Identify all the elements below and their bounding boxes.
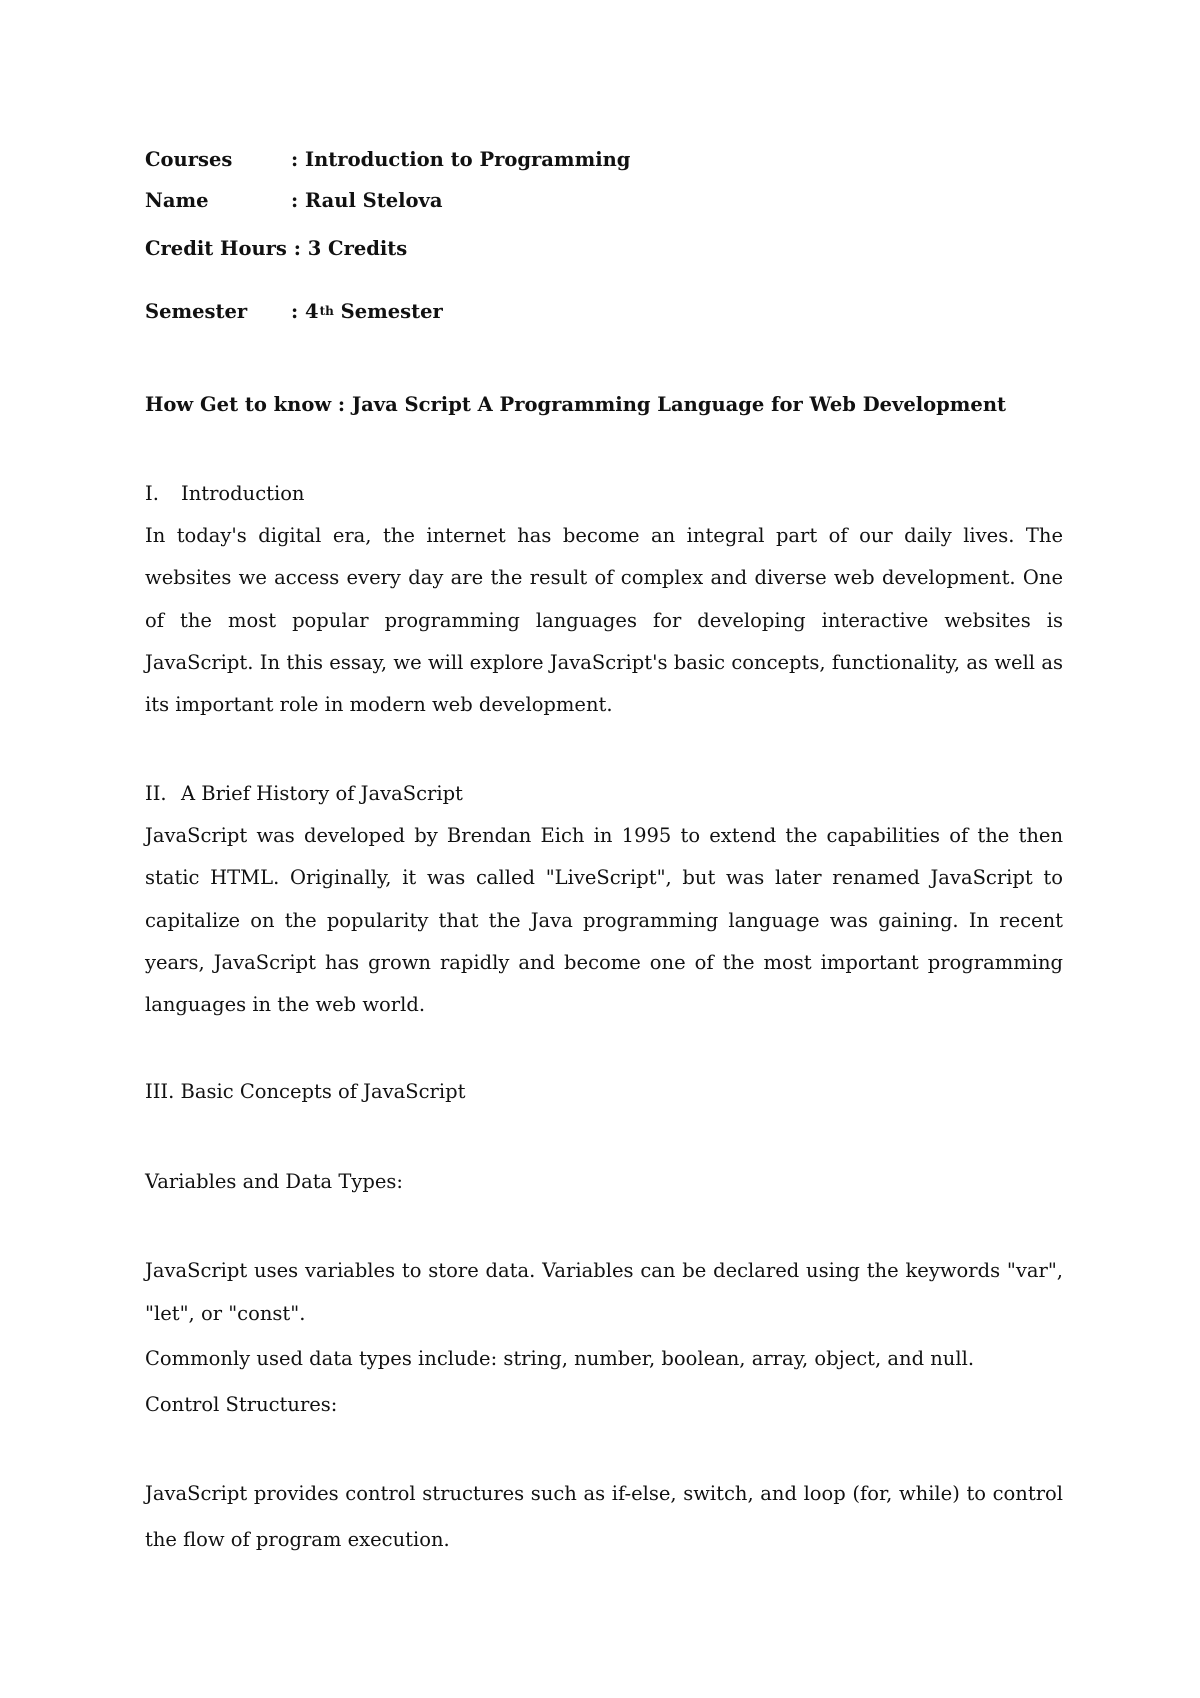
semester-ordinal: th: [319, 304, 334, 318]
section-1-heading: [145, 482, 305, 506]
credit-hours-row: [145, 237, 407, 261]
credit-hours-label: Credit Hours: [145, 237, 287, 260]
courses-value: : Introduction to Programming: [291, 148, 631, 171]
section-1-number: I.: [145, 482, 159, 505]
semester-label: Semester: [145, 300, 248, 323]
courses-label: Courses: [145, 148, 233, 171]
name-row: [145, 189, 443, 213]
section-2-heading: [145, 782, 463, 806]
name-value: : Raul Stelova: [291, 189, 443, 212]
control-heading: Control Structures:: [145, 1393, 338, 1416]
variables-heading: Variables and Data Types:: [145, 1170, 403, 1193]
courses-row: [145, 148, 630, 172]
control-body: JavaScript provides control structures such as if-else, switch, and loop (for, while) to control the flow of program execution.: [145, 1482, 1063, 1551]
datatypes-body: Commonly used data types include: string, number, boolean, array, object, and null.: [145, 1347, 975, 1370]
semester-row: [145, 300, 443, 326]
semester-prefix: : 4: [291, 300, 319, 323]
name-label: Name: [145, 189, 209, 212]
section-3-heading: III. Basic Concepts of JavaScript: [145, 1080, 466, 1103]
variables-body: JavaScript uses variables to store data. Variables can be declared using the keywords "var", "let", or "const".: [145, 1259, 1063, 1325]
section-1-title: Introduction: [181, 482, 305, 505]
section-2-number: II.: [145, 782, 167, 805]
topic-line: [145, 393, 1006, 417]
topic-label: How Get to know :: [145, 393, 346, 416]
section-2-body: JavaScript was developed by Brendan Eich in 1995 to extend the capabilities of the then static HTML. Originally, it was called "LiveScript", but was later renamed JavaScript to capitalize on the popularity that the Java programming language was gaining. In recent years, JavaScript has grown rapidly and become one of the most important programming languages in the web world.: [145, 824, 1063, 1017]
topic-title: Java Script A Programming Language for Web Development: [351, 393, 1007, 416]
credit-hours-value: : 3 Credits: [293, 237, 408, 260]
section-1-body: In today's digital era, the internet has become an integral part of our daily lives. The websites we access every day are the result of complex and diverse web development. One of the most popular programming languages for developing interactive websites is JavaScript. In this essay, we will explore JavaScript's basic concepts, functionality, as well as its important role in modern web development.: [145, 524, 1063, 717]
semester-suffix: Semester: [333, 300, 443, 323]
section-2-title: A Brief History of JavaScript: [181, 782, 463, 805]
